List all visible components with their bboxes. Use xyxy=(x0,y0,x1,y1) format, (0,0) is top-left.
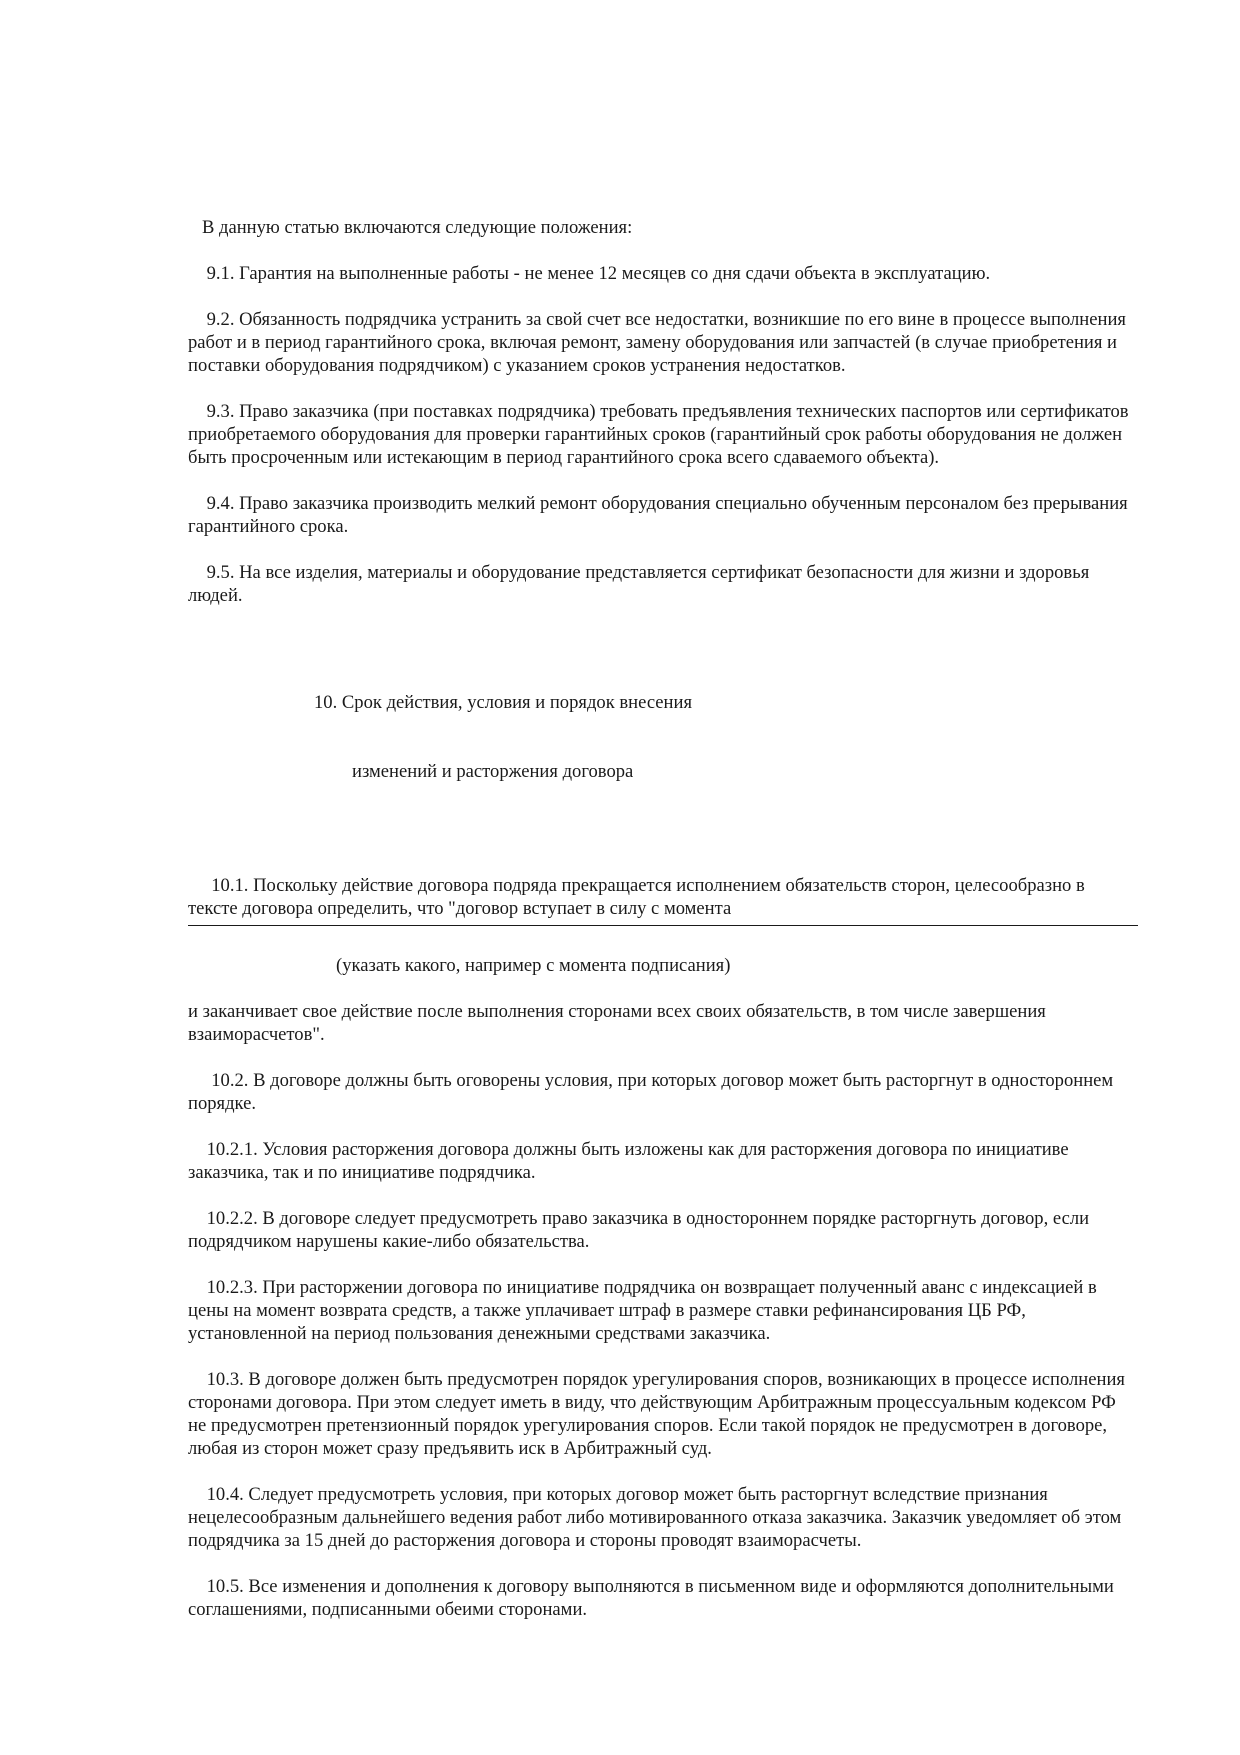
clause-10-4: 10.4. Следует предусмотреть условия, при которых договор может быть расторгнут вследствие признания нецелесообразным дальнейшего ведения работ либо мотивированного отказа заказчика. Заказчик уведомляет об этом подрядчика за 15 дней до расторжения договора и стороны проводят взаиморасчеты. xyxy=(188,1483,1126,1551)
clause-9-5: 9.5. На все изделия, материалы и оборудование представляется сертификат безопасности для жизни и здоровья людей. xyxy=(188,561,1094,606)
clause-10-5: 10.5. Все изменения и дополнения к договору выполняются в письменном виде и оформляются дополнительными соглашениями, подписанными обеими сторонами. xyxy=(188,1575,1119,1620)
clause-10-2-3: 10.2.3. При расторжении договора по инициативе подрядчика он возвращает полученный аванс с индексацией в цены на момент возврата средств, а также уплачивает штраф в размере ставки рефинансирования ЦБ РФ, установленной на период пользования денежными средствами заказчика. xyxy=(188,1276,1102,1344)
clause-10-1-end: и заканчивает свое действие после выполнения сторонами всех своих обязательств, в том числе завершения взаиморасчетов". xyxy=(188,1000,1051,1045)
fill-in-hint: (указать какого, например с момента подписания) xyxy=(336,954,731,976)
clause-9-3: 9.3. Право заказчика (при поставках подрядчика) требовать предъявления технических паспортов или сертификатов приобретаемого оборудования для проверки гарантийных сроков (гарантийный срок работы оборудования не должен быть просроченным или истекающим в период гарантийного срока всего сдаваемого объекта). xyxy=(188,400,1134,468)
section-10-heading-line1: 10. Срок действия, условия и порядок внесения xyxy=(314,691,693,713)
clause-10-3: 10.3. В договоре должен быть предусмотрен порядок урегулирования споров, возникающих в процессе исполнения сторонами договора. При этом следует иметь в виду, что действующим Арбитражным процессуальным кодексом РФ не предусмотрен претензионный порядок урегулирования споров. Если такой порядок не предусмотрен в договоре, любая из сторон может сразу предъявить иск в Арбитражный суд. xyxy=(188,1368,1130,1459)
clause-10-2-2: 10.2.2. В договоре следует предусмотреть право заказчика в одностороннем порядке расторгнуть договор, если подрядчиком нарушены какие-либо обязательства. xyxy=(188,1207,1094,1252)
clause-9-2: 9.2. Обязанность подрядчика устранить за свой счет все недостатки, возникшие по его вине в процессе выполнения работ и в период гарантийного срока, включая ремонт, замену оборудования или запчастей (в случае приобретения и поставки оборудования подрядчиком) с указанием сроков устранения недостатков. xyxy=(188,308,1131,376)
clause-10-1-start: 10.1. Поскольку действие договора подряда прекращается исполнением обязательств сторон, целесообразно в тексте договора определить, что "договор вступает в силу с момента xyxy=(188,874,1090,919)
clause-10-2: 10.2. В договоре должны быть оговорены условия, при которых договор может быть расторгнут в одностороннем порядке. xyxy=(188,1069,1118,1114)
fill-in-line xyxy=(188,925,1138,926)
document-body xyxy=(188,197,1138,1644)
section-10-heading xyxy=(188,645,1138,829)
clause-9-4: 9.4. Право заказчика производить мелкий ремонт оборудования специально обученным персоналом без прерывания гарантийного срока. xyxy=(188,492,1133,537)
clause-10-2-1: 10.2.1. Условия расторжения договора должны быть изложены как для расторжения договора по инициативе заказчика, так и по инициативе подрядчика. xyxy=(188,1138,1074,1183)
intro-paragraph: В данную статью включаются следующие положения: xyxy=(188,216,633,238)
clause-9-1: 9.1. Гарантия на выполненные работы - не менее 12 месяцев со дня сдачи объекта в эксплуатацию. xyxy=(188,262,991,284)
section-10-heading-line2: изменений и расторжения договора xyxy=(352,760,634,782)
